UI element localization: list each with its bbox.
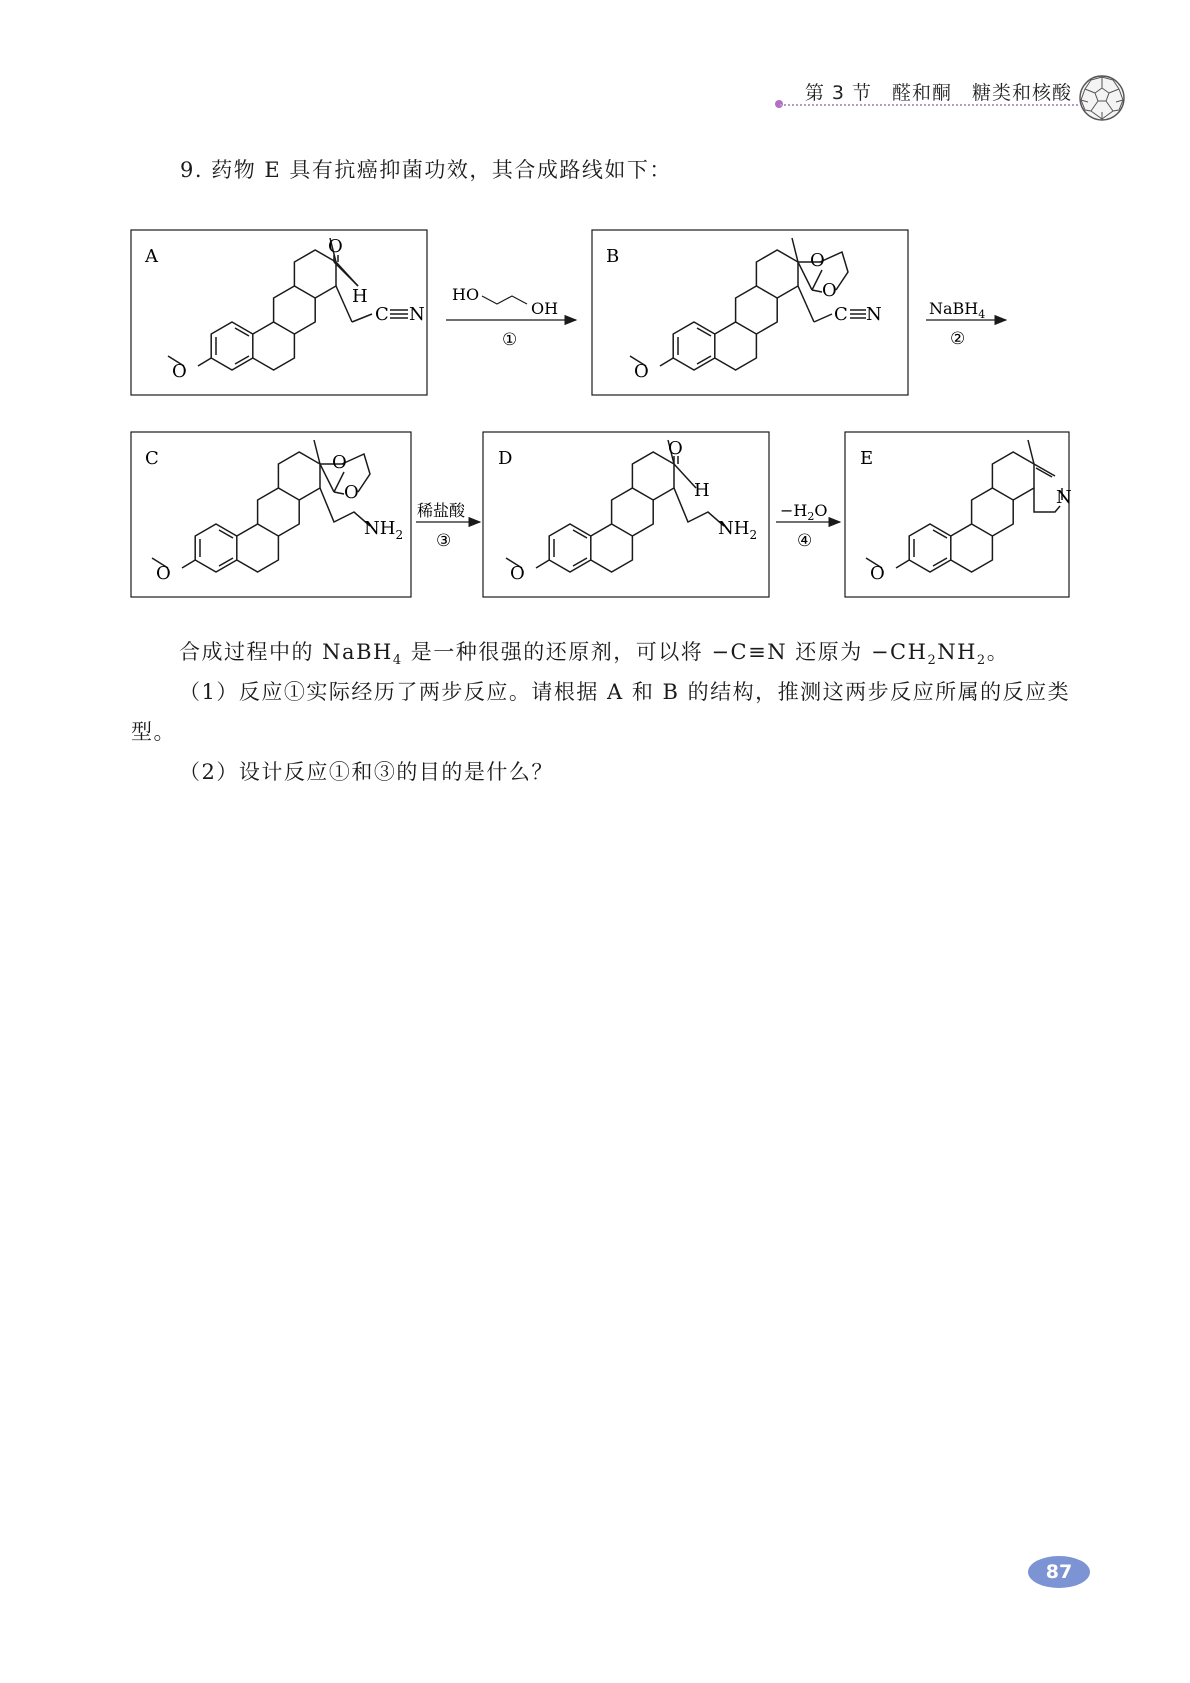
compound-D-letter: D — [498, 448, 513, 469]
compound-B-nitrile-N: N — [866, 304, 882, 325]
compound-A-nitrile-N: N — [409, 304, 425, 325]
compound-A-letter: A — [145, 246, 158, 267]
compound-B-methoxy-O: O — [634, 361, 649, 382]
compound-C-methoxy-O: O — [156, 563, 171, 584]
arrow-3-reagent: 稀盐酸 — [417, 501, 466, 520]
compound-D-box — [483, 432, 769, 597]
compound-C-dioxolane-O2: O — [344, 482, 359, 503]
arrow-1-reagent-HO: HO — [452, 285, 480, 304]
compound-B-dioxolane-O1: O — [810, 250, 825, 271]
sub-question-1: （1）反应①实际经历了两步反应。请根据 A 和 B 的结构，推测这两步反应所属的反应类型。 — [131, 680, 1071, 744]
compound-E-methoxy-O: O — [870, 563, 885, 584]
question-9-stem: 9. 药物 E 具有抗癌抑菌功效，其合成路线如下： — [180, 158, 672, 182]
compound-E-letter: E — [860, 448, 874, 469]
arrow-2-step: ② — [950, 329, 966, 349]
compound-B-dioxolane-O2: O — [822, 280, 837, 301]
compound-A-methoxy-O: O — [172, 361, 187, 382]
compound-C-dioxolane-O1: O — [332, 452, 347, 473]
arrow-4-step: ④ — [797, 531, 813, 551]
compound-C-amine: $NH_2$ — [364, 518, 404, 542]
section-title: 第 3 节 醛和酮 糖类和核酸 — [804, 82, 1072, 104]
compound-D-amine: $NH_2$ — [718, 518, 758, 542]
compound-D-aldehyde-H: H — [694, 480, 710, 501]
arrow-4-reagent: $-H_2O$ — [780, 501, 828, 523]
compound-C-box — [131, 432, 411, 597]
ethylene-glycol-structure — [482, 296, 527, 304]
arrow-1-reagent-OH: OH — [531, 299, 559, 318]
sub-question-2: （2）设计反应①和③的目的是什么？ — [179, 760, 554, 784]
compound-C-letter: C — [145, 448, 159, 469]
compound-B-nitrile-C: C — [834, 304, 848, 325]
compound-A-aldehyde-H: H — [352, 286, 368, 307]
nabh4-note: 合成过程中的 NaBH$_4$ 是一种很强的还原剂，可以将 −C≡N 还原为 $-CH_2NH_2$。 — [179, 640, 1010, 669]
compound-A-nitrile-C: C — [375, 304, 389, 325]
arrow-1-step: ① — [502, 330, 518, 350]
compound-D-carbonyl-O: O — [668, 438, 683, 459]
compound-E-imine-N: N — [1056, 487, 1072, 508]
arrow-2-reagent: NaBH$_4$ — [929, 299, 986, 321]
arrow-3-step: ③ — [436, 531, 452, 551]
compound-A-carbonyl-O: O — [328, 236, 343, 257]
compound-D-methoxy-O: O — [510, 563, 525, 584]
page-number: 87 — [1028, 1556, 1090, 1588]
compound-B-letter: B — [606, 246, 620, 267]
compound-A-structure — [334, 255, 408, 322]
